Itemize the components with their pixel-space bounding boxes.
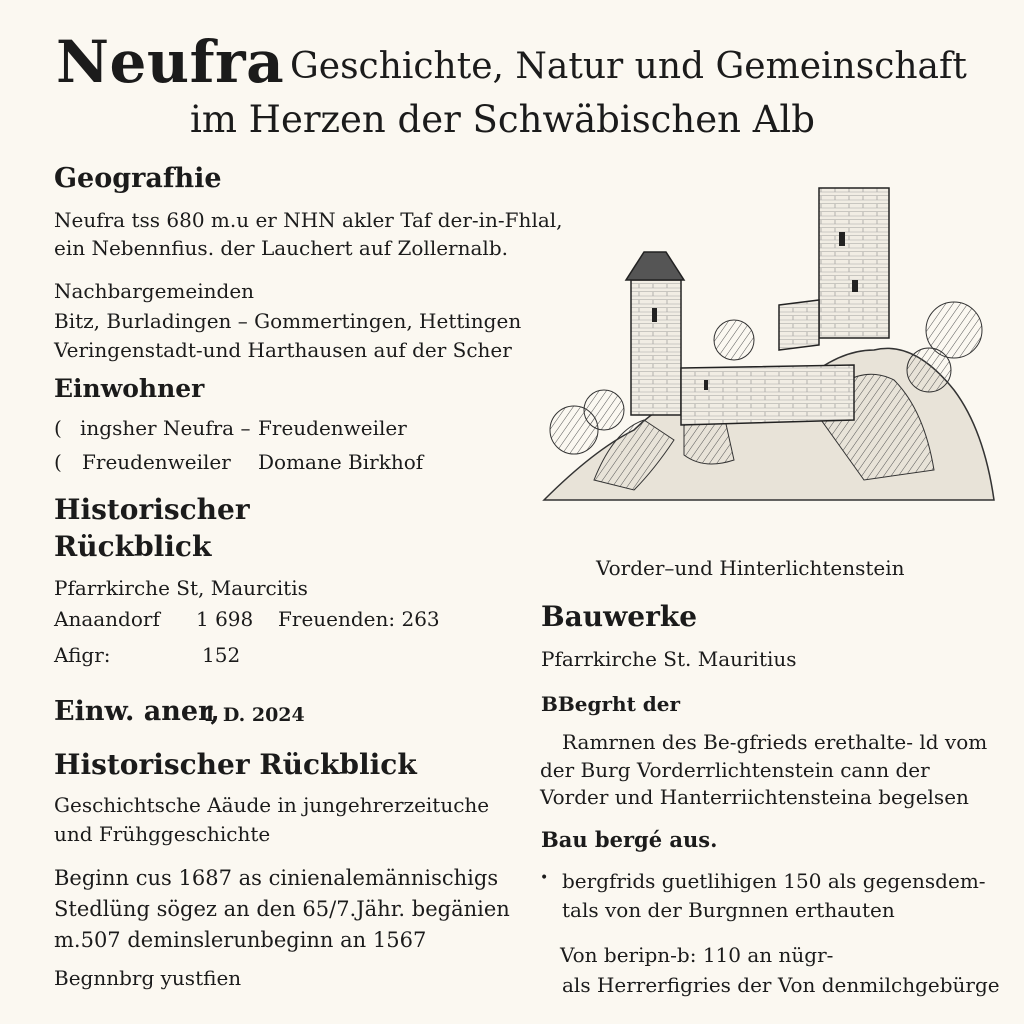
bullet-icon: • <box>540 870 549 886</box>
einwohner-row <box>54 416 62 440</box>
historisch2-para-line2: Stedlüng sögez an den 65/7.Jähr. begänien <box>54 897 510 921</box>
page-subtitle-line2: im Herzen der Schwäbischen Alb <box>190 98 815 141</box>
historisch1-row2-label: Afigr: <box>54 643 111 667</box>
einwaner-date: 1 D. 2024 <box>203 704 305 726</box>
bauwerke-subheading: BBegrht der <box>541 692 681 716</box>
bauwerke-bottom-line2: als Herrerfigries der Von denmilchgebürge <box>562 973 1000 997</box>
neighbors-label: Nachbargemeinden <box>54 279 255 303</box>
geografie-text-line1: Neufra tss 680 m.u er NHN akler Taf der-in-Fhlal, <box>54 208 563 232</box>
historisch1-row1-label: Anaandorf <box>54 607 160 631</box>
einwohner-heading: Einwohner <box>54 374 205 403</box>
bauwerke-para-line3: Vorder und Hanterriichtensteina begelsen <box>540 785 969 809</box>
historisch1-heading-line2: Rückblick <box>54 530 212 563</box>
bauwerke-line1: Pfarrkirche St. Mauritius <box>541 647 797 671</box>
image-caption: Vorder–und Hinterlichtenstein <box>596 556 905 580</box>
einwaner-heading: Einw. aner, <box>54 696 220 727</box>
geografie-text-line2: ein Nebennfius. der Lauchert auf Zollernalb. <box>54 236 508 260</box>
einwohner-row <box>54 450 62 474</box>
row-marker: ( <box>54 416 62 440</box>
einwohner-row-col2: Domane Birkhof <box>258 450 424 474</box>
row-marker: ( <box>54 450 62 474</box>
einwohner-row-col1: ingsher Neufra – <box>80 416 251 440</box>
geografie-heading: Geografhie <box>54 163 222 194</box>
historisch2-line2: und Frühggeschichte <box>54 822 271 846</box>
bauwerke-heading: Bauwerke <box>541 600 698 633</box>
historisch2-line1: Geschichtsche Aäude in jungehrerzeituche <box>54 793 490 817</box>
bauwerke-bottom-line1: Von beripn-b: 110 an nügr- <box>560 943 834 967</box>
bauwerke-para-line2: der Burg Vorderrlichtenstein cann der <box>540 758 930 782</box>
einwohner-row-col2: Freudenweiler <box>258 416 407 440</box>
bauwerke-para-line1: Ramrnen des Be-gfrieds erethalte- ld vom <box>562 730 988 754</box>
bauwerke-bullet-line1: bergfrids guetlihigen 150 als gegensdem- <box>562 869 986 893</box>
historisch2-para-line1: Beginn cus 1687 as cinienalemännischigs <box>54 866 499 890</box>
page-subtitle-line1: Geschichte, Natur und Gemeinschaft <box>290 46 967 87</box>
neighbors-line2: Veringenstadt-und Harthausen auf der Scher <box>54 338 512 362</box>
historisch1-heading-line1: Historischer <box>54 493 250 526</box>
historisch2-para-line3: m.507 deminslerunbeginn an 1567 <box>54 928 427 952</box>
historisch2-heading: Historischer Rückblick <box>54 748 417 781</box>
historisch2-footer: Begnnbrg yustfien <box>54 966 242 990</box>
page-title: Neufra <box>56 28 285 96</box>
historisch1-row1-value: 1 698 <box>196 607 254 631</box>
neighbors-line1: Bitz, Burladingen – Gommertingen, Hettingen <box>54 309 522 333</box>
historisch1-row2-value: 152 <box>202 643 241 667</box>
bauwerke-subheading2: Bau bergé aus. <box>541 827 718 852</box>
bauwerke-bullet-line2: tals von der Burgnnen erthauten <box>562 898 895 922</box>
castle-illustration <box>534 180 996 520</box>
einwohner-row-col1: Freudenweiler <box>82 450 231 474</box>
historisch1-row1-extra: Freuenden: 263 <box>278 607 440 631</box>
historisch1-line1: Pfarrkirche St, Maurcitis <box>54 576 308 600</box>
